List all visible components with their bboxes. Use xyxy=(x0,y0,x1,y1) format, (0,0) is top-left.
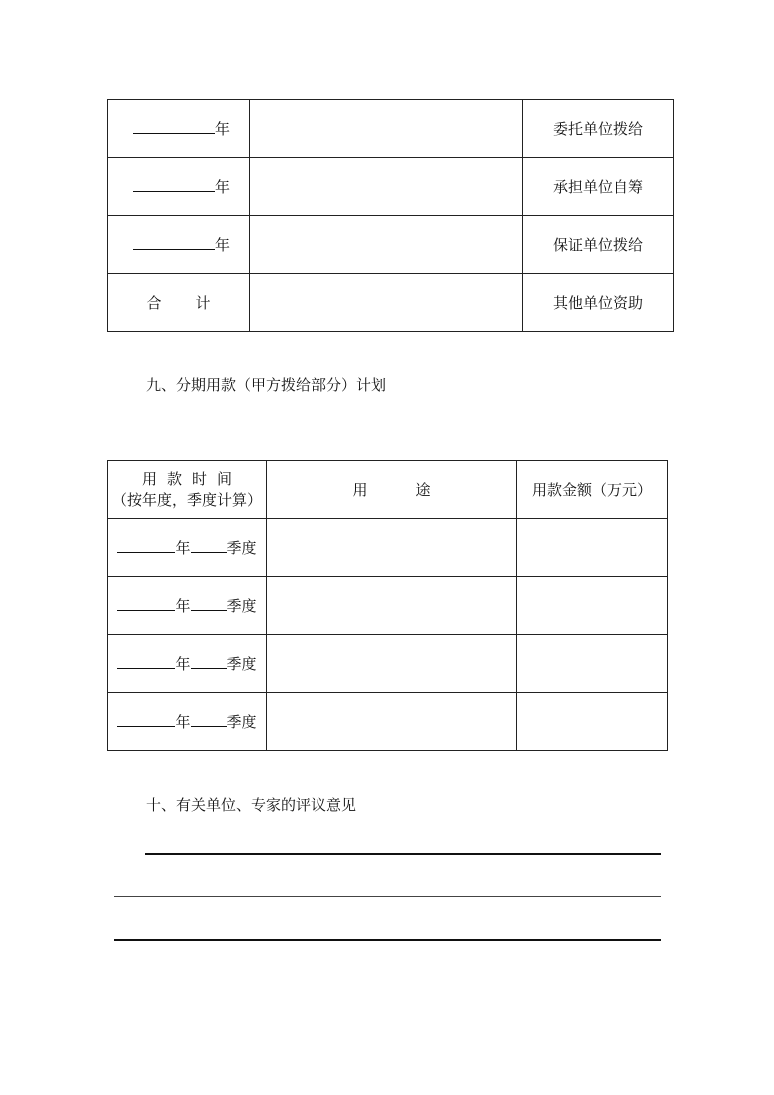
header-amount: 用款金额（万元） xyxy=(517,461,668,519)
quarter-blank[interactable] xyxy=(191,654,227,669)
period-cell[interactable]: 年 季度 xyxy=(108,693,267,751)
amount-cell[interactable] xyxy=(517,519,668,577)
year-cell[interactable] xyxy=(108,158,250,216)
amount-cell[interactable] xyxy=(517,693,668,751)
table-row xyxy=(108,100,674,158)
table-row xyxy=(108,216,674,274)
period-cell[interactable]: 年 季度 xyxy=(108,577,267,635)
year-blank[interactable] xyxy=(133,119,215,134)
funding-source-label: 委托单位拨给 xyxy=(523,100,674,158)
year-blank[interactable] xyxy=(117,712,175,727)
year-blank[interactable] xyxy=(117,654,175,669)
quarter-blank[interactable] xyxy=(191,712,227,727)
table-row xyxy=(108,635,668,693)
amount-cell[interactable] xyxy=(250,100,523,158)
section-nine-title: 九、分期用款（甲方拨给部分）计划 xyxy=(146,376,387,394)
purpose-cell[interactable] xyxy=(267,693,517,751)
comment-line[interactable] xyxy=(114,939,661,941)
purpose-cell[interactable] xyxy=(267,577,517,635)
year-suffix: 年 xyxy=(214,119,230,138)
purpose-cell[interactable] xyxy=(267,519,517,577)
year-blank[interactable] xyxy=(133,177,215,192)
payment-plan-table xyxy=(107,460,668,751)
header-time-top: 用 款 时 间 xyxy=(141,469,233,488)
table-row xyxy=(108,577,668,635)
funding-source-label: 承担单位自筹 xyxy=(523,158,674,216)
period-cell[interactable]: 年 季度 xyxy=(108,635,267,693)
year-cell[interactable] xyxy=(108,216,250,274)
funding-source-label: 其他单位资助 xyxy=(523,274,674,332)
comment-line[interactable] xyxy=(145,853,661,855)
year-blank[interactable] xyxy=(117,596,175,611)
year-suffix: 年 xyxy=(214,235,230,254)
header-payment-time xyxy=(108,461,267,519)
amount-cell[interactable] xyxy=(517,577,668,635)
table-row xyxy=(108,519,668,577)
period-cell[interactable]: 年 季度 xyxy=(108,519,267,577)
total-label xyxy=(108,274,250,332)
section-ten-title: 十、有关单位、专家的评议意见 xyxy=(146,796,357,814)
total-label-a: 合 xyxy=(146,293,162,312)
amount-cell[interactable] xyxy=(517,635,668,693)
year-suffix: 年 xyxy=(214,177,230,196)
table-row xyxy=(108,158,674,216)
comment-line[interactable] xyxy=(114,896,661,897)
year-blank[interactable] xyxy=(133,235,215,250)
amount-cell[interactable] xyxy=(250,158,523,216)
table-header-row xyxy=(108,461,668,519)
funding-table xyxy=(107,99,674,332)
header-time-bottom: （按年度，季度计算） xyxy=(111,490,262,509)
purpose-cell[interactable] xyxy=(267,635,517,693)
table-row xyxy=(108,274,674,332)
quarter-blank[interactable] xyxy=(191,596,227,611)
table-row xyxy=(108,693,668,751)
amount-cell[interactable] xyxy=(250,216,523,274)
quarter-blank[interactable] xyxy=(191,538,227,553)
total-amount-cell[interactable] xyxy=(250,274,523,332)
funding-source-label: 保证单位拨给 xyxy=(523,216,674,274)
header-purpose: 用 途 xyxy=(267,461,517,519)
total-label-b: 计 xyxy=(195,293,211,312)
year-blank[interactable] xyxy=(117,538,175,553)
year-cell[interactable] xyxy=(108,100,250,158)
